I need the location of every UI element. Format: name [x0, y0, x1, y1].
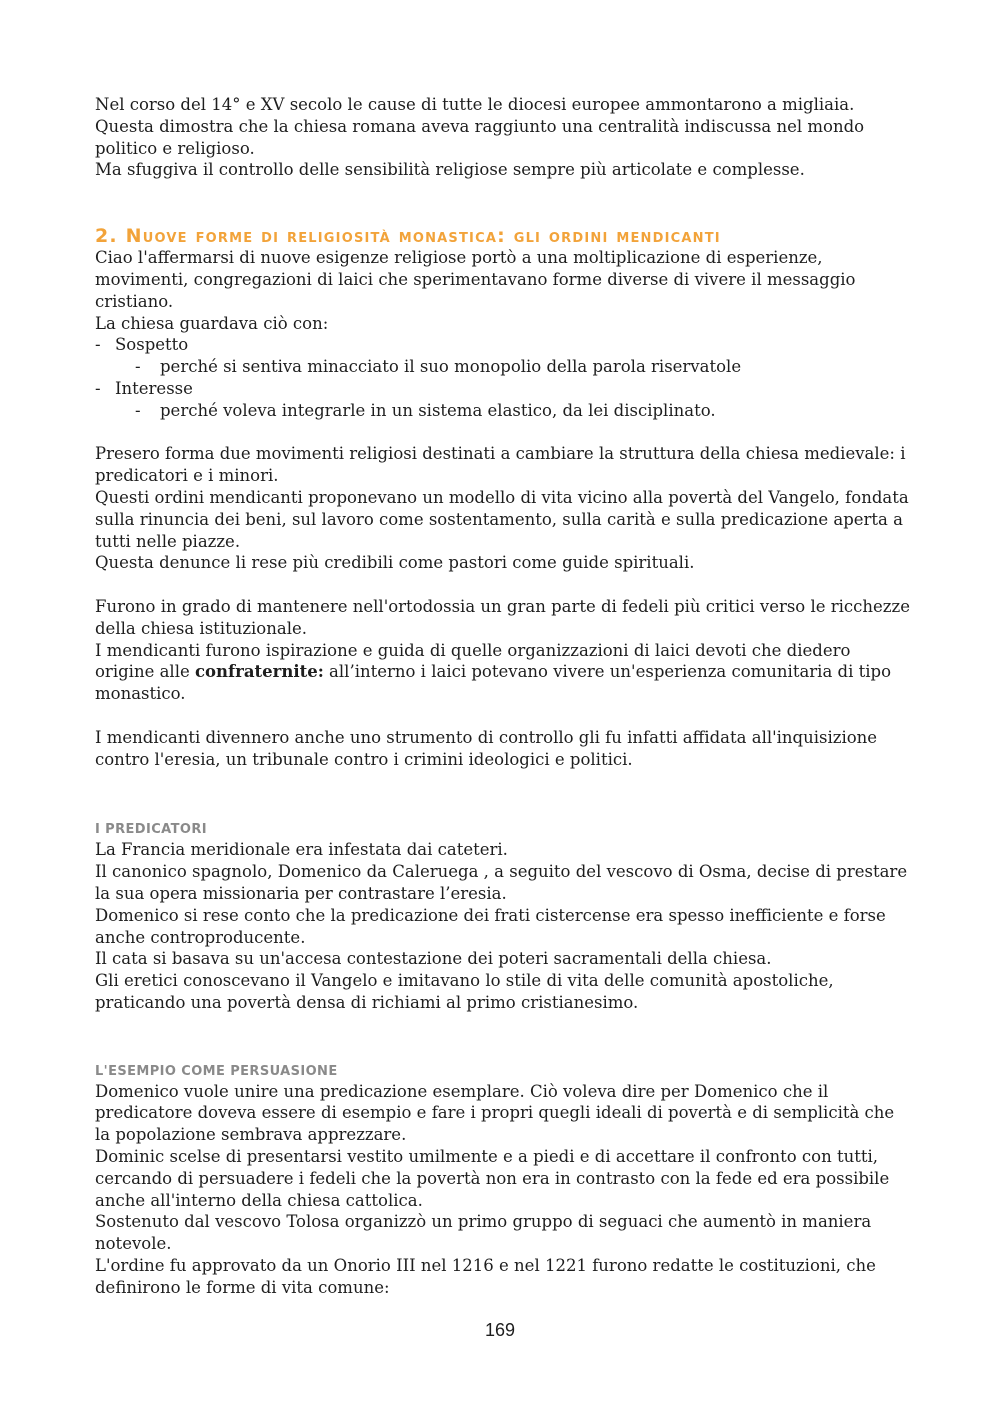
attitude-list [95, 334, 910, 421]
predicatori-line-5: Gli eretici conoscevano il Vangelo e imitavano lo stile di vita delle comunità apostoliche, praticando una povertà densa di richiami al primo cristianesimo. [95, 971, 834, 1012]
list-subitem: - perché si sentiva minacciato il suo monopolio della parola riservatole [115, 356, 910, 378]
intro-line-3: Ma sfuggiva il controllo delle sensibilità religiose sempre più articolate e complesse. [95, 160, 805, 180]
confraternite-term: confraternite: [194, 662, 324, 682]
section-2-paragraph-5: Questa denunce li rese più credibili come pastori come guide spirituali. [95, 553, 695, 573]
list-item-interesse: - Interesse - perché voleva integrarle in un sistema elastico, da lei disciplinato. [95, 378, 910, 422]
section-2-paragraph-1: Ciao l'affermarsi di nuove esigenze religiose portò a una moltiplicazione di esperienze, movimenti, congregazioni di laici che sperimentavano forme diverse di vivere il messaggio cristiano. [95, 248, 856, 311]
predicatori-heading: I PREDICATORI [95, 822, 207, 838]
section-2-paragraph-4: Questi ordini mendicanti proponevano un modello di vita vicino alla povertà del Vangelo, fondata sulla rinuncia dei beni, sul lavoro come sostentamento, sulla carità e sulla predicazione aperta a tutti nelle piazze. [95, 487, 909, 551]
intro-line-1: Nel corso del 14° e XV secolo le cause di tutte le diocesi europee ammontarono a migliaia. [95, 95, 855, 114]
section-2-paragraph-3: Presero forma due movimenti religiosi destinati a cambiare la struttura della chiesa medievale: i predicatori e i minori. [95, 444, 906, 486]
list-subitem: - perché voleva integrarle in un sistema elastico, da lei disciplinato. [115, 400, 910, 422]
predicatori-line-1: La Francia meridionale era infestata dai cateteri. [95, 840, 508, 860]
predicatori-line-4: Il cata si basava su un'accesa contestazione dei poteri sacramentali della chiesa. [95, 949, 772, 969]
section-2-paragraph-7: I mendicanti furono ispirazione e guida di quelle organizzazioni di laici devoti che diedero origine alle confraternite: all’interno i laici potevano vivere un'esperienza comunitaria di tipo monastico. [95, 640, 892, 704]
sub-list [115, 400, 910, 422]
esempio-heading: L'ESEMPIO COME PERSUASIONE [95, 1063, 338, 1079]
predicatori-line-3: Domenico si rese conto che la predicazione dei frati cistercense era spesso inefficiente e forse anche controproducente. [95, 905, 886, 947]
section-2-heading: 2. Nuove forme di religiosità monastica: gli ordini mendicanti [95, 225, 721, 248]
section-2-paragraph-8: I mendicanti divennero anche uno strumento di controllo gli fu infatti affidata all'inquisizione contro l'eresia, un tribunale contro i crimini ideologici e politici. [95, 727, 878, 769]
esempio-line-3: Sostenuto dal vescovo Tolosa organizzò un primo gruppo di seguaci che aumentò in maniera notevole. [95, 1212, 872, 1254]
intro-line-2: Questa dimostra che la chiesa romana aveva raggiunto una centralità indiscussa nel mondo politico e religioso. [95, 116, 865, 158]
esempio-line-4: L'ordine fu approvato da un Onorio III nel 1216 e nel 1221 furono redatte le costituzioni, che definirono le forme di vita comune: [95, 1256, 876, 1297]
section-2-paragraph-6: Furono in grado di mantenere nell'ortodossia un gran parte di fedeli più critici verso le ricchezze della chiesa istituzionale. [95, 596, 910, 638]
list-item-sospetto: - Sospetto - perché si sentiva minacciato il suo monopolio della parola riservatole [95, 334, 910, 378]
esempio-line-1: Domenico vuole unire una predicazione esemplare. Ciò voleva dire per Domenico che il predicatore doveva essere di esempio e fare i propri quegli ideali di povertà e di semplicità che la popolazione sembrava apprezzare. [95, 1081, 895, 1145]
page-body [95, 94, 910, 1299]
predicatori-line-2: Il canonico spagnolo, Domenico da Caleruega , a seguito del vescovo di Osma, decise di prestare la sua opera missionaria per contrastare l’eresia. [95, 862, 908, 903]
sub-list [115, 356, 910, 378]
section-2-paragraph-2: La chiesa guardava ciò con: [95, 313, 329, 333]
page-number: 169 [484, 1320, 516, 1340]
esempio-line-2: Dominic scelse di presentarsi vestito umilmente e a piedi e di accettare il confronto con tutti, cercando di persuadere i fedeli che la povertà non era in contrasto con la fede ed era possibile anche all'interno della chiesa cattolica. [95, 1147, 890, 1210]
